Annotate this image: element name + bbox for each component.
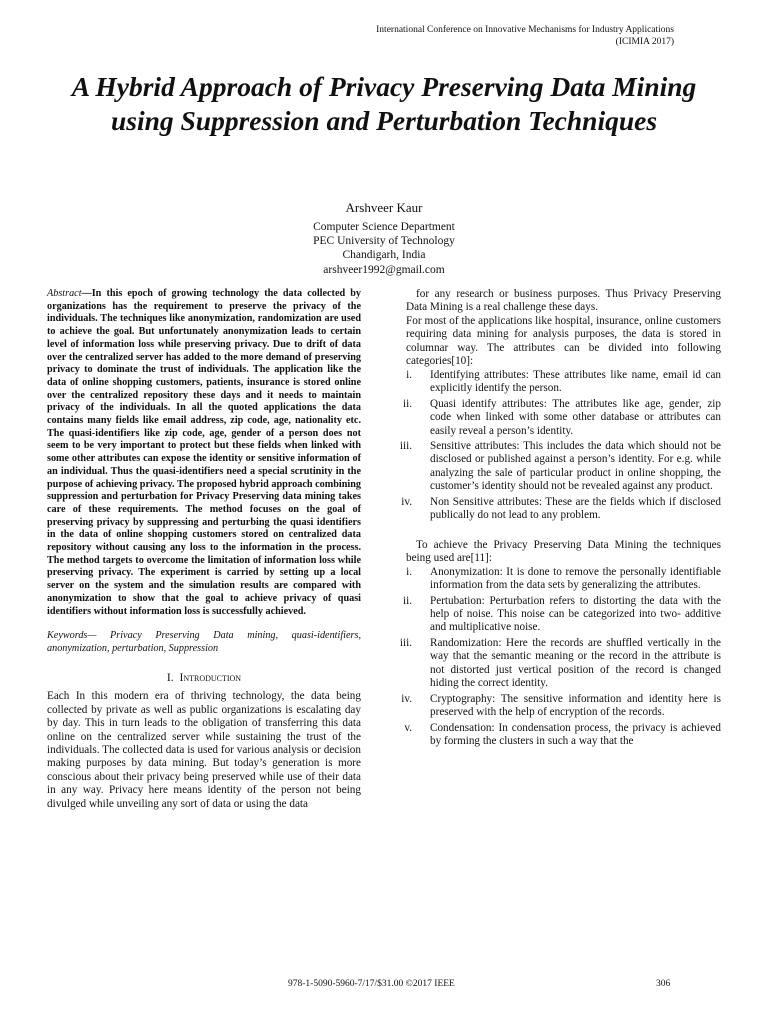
abstract-label: Abstract xyxy=(47,288,82,299)
list-number: ii. xyxy=(402,594,412,607)
keywords: Keywords— Privacy Preserving Data mining, quasi-identifiers, anonymization, perturbation, Suppression xyxy=(47,630,361,654)
list-number: ii. xyxy=(402,397,412,410)
list-number: iv. xyxy=(401,495,412,508)
conference-header xyxy=(294,24,674,48)
affiliation-department: Computer Science Department xyxy=(313,221,455,233)
list-item xyxy=(402,594,721,635)
conference-name: International Conference on Innovative Mechanisms for Industry Applications xyxy=(376,25,674,35)
techniques-intro-paragraph: To achieve the Privacy Preserving Data Mining the techniques being used are[11]: xyxy=(406,538,721,565)
abstract-text: —In this epoch of growing technology the data collected by organizations has the requirement to preserve the privacy of the individuals. The techniques like anonymization, randomization are used to achieve the goal. But unfortunately anonymization leads to certain level of information loss while preserving privacy. Due to drift of data over the centralized server has added to the more demand of preserving privacy to dominate the trust of individuals. The application like the data of online shopping customers, patients, insurance is stored online over the centralized repository these days and it needs to maintain privacy of the individuals. In all the quoted applications the data contains many fields like email address, zip code, age, nationality etc. The quasi-identifiers like zip code, age, gender of a person does not seem to be very important to protect but these fields when linked with some other attributes can expose the identity or sensitive information of an individual. Thus the quasi-identifiers need a special scrutinity in the purpose of achieving privacy. The proposed hybrid approach combining suppression and perturbation for Privacy Preserving data mining takes care of these requirements. The method focuses on the goal of preserving privacy by suppressing and perturbing the quasi identifiers in the data of online shopping customers stored on centralized data repository without causing any loss to the information in the process. The method targets to overcome the limitation of information loss while preserving privacy. The experiment is carried by setting up a local server on the system and the simulation results are compared with anonymization to show that the goal to achieve privacy of quasi identifiers without information loss is successfully achieved. xyxy=(47,288,361,617)
list-number: iii. xyxy=(399,636,412,649)
right-column xyxy=(399,288,721,751)
conference-acronym: (ICIMIA 2017) xyxy=(615,37,674,47)
list-item xyxy=(399,636,721,691)
author-name: Arshveer Kaur xyxy=(345,200,423,215)
paper-title: A Hybrid Approach of Privacy Preserving Data Mining using Suppression and Perturbation Techniques xyxy=(71,71,697,136)
intro-paragraph: Each In this modern era of thriving technology, the data being collected by private as well as public organizations is escalating day by day. This in turn leads to the obligation of transferring this data online on the centralized server while sustaining the trust of the individuals. The collected data is used for various analysis or decision making purposes by data mining. But today’s generation is more conscious about their privacy being preserved while use of their data in any way. Privacy here means identity of the person not being divulged while unveiling any sort of data or using the data xyxy=(47,690,361,810)
list-text: Quasi identify attributes: The attributes like age, gender, zip code when linked with some other database or attributes can easily reveal a person’s identity. xyxy=(430,397,721,437)
list-item xyxy=(402,397,721,438)
section-heading xyxy=(47,671,361,684)
list-text: Sensitive attributes: This includes the data which should not be disclosed or published against a person’s identity. For e.g. while analyzing the sale of particular product in online shopping, the customer’s identity should not be revealed against any product. xyxy=(430,439,721,493)
list-text: Condensation: In condensation process, the privacy is achieved by forming the clusters in such a way that the xyxy=(430,721,721,748)
list-item xyxy=(406,722,721,749)
list-number: i. xyxy=(406,368,412,381)
list-number: iii. xyxy=(399,439,412,452)
spacer xyxy=(406,525,721,539)
list-text: Non Sensitive attributes: These are the fields which if disclosed publically do not lead to any problem. xyxy=(430,495,721,522)
attribute-list xyxy=(399,368,721,523)
left-column xyxy=(47,288,361,811)
attributes-intro-paragraph: For most of the applications like hospital, insurance, online customers requiring data mining for analysis purposes, the data is stored in columnar way. The attributes can be divided into following categories[10]: xyxy=(406,314,721,368)
list-number: v. xyxy=(404,721,412,734)
list-number: i. xyxy=(406,565,412,578)
intro-paragraph-continued: for any research or business purposes. Thus Privacy Preserving Data Mining is a real challenge these days. xyxy=(406,288,721,314)
list-text: Anonymization: It is done to remove the personally identifiable information from the data sets by generalizing the attributes. xyxy=(430,565,721,592)
page-number: 306 xyxy=(656,979,671,989)
list-text: Randomization: Here the records are shuffled vertically in the way that the semantic meaning or the record in the attribute is not distorted just vertical position of the record is changed hiding the correct identity. xyxy=(430,636,721,690)
affiliation-university: PEC University of Technology xyxy=(313,235,455,248)
author-email[interactable]: arshveer1992@gmail.com xyxy=(323,263,445,276)
abstract xyxy=(47,288,361,618)
list-text: Identifying attributes: These attributes like name, email id can explicitly identify the person. xyxy=(430,368,721,395)
list-item xyxy=(406,369,721,396)
section-number: I. xyxy=(166,670,174,684)
list-item xyxy=(399,439,721,494)
list-text: Pertubation: Perturbation refers to distorting the data with the help of noise. This noise can be categorized into two- additive and multiplicative noise. xyxy=(430,594,721,634)
affiliation-location: Chandigarh, India xyxy=(342,249,426,262)
list-item xyxy=(401,692,721,720)
list-item xyxy=(401,495,721,523)
technique-list xyxy=(399,565,721,749)
list-text: Cryptography: The sensitive information and identity here is preserved with the help of encryption of the records. xyxy=(430,692,721,719)
author-affiliation xyxy=(0,220,768,277)
list-item xyxy=(406,566,721,593)
list-number: iv. xyxy=(401,692,412,705)
isbn-copyright: 978-1-5090-5960-7/17/$31.00 ©2017 IEEE xyxy=(288,979,455,989)
section-title: Introduction xyxy=(179,670,242,684)
